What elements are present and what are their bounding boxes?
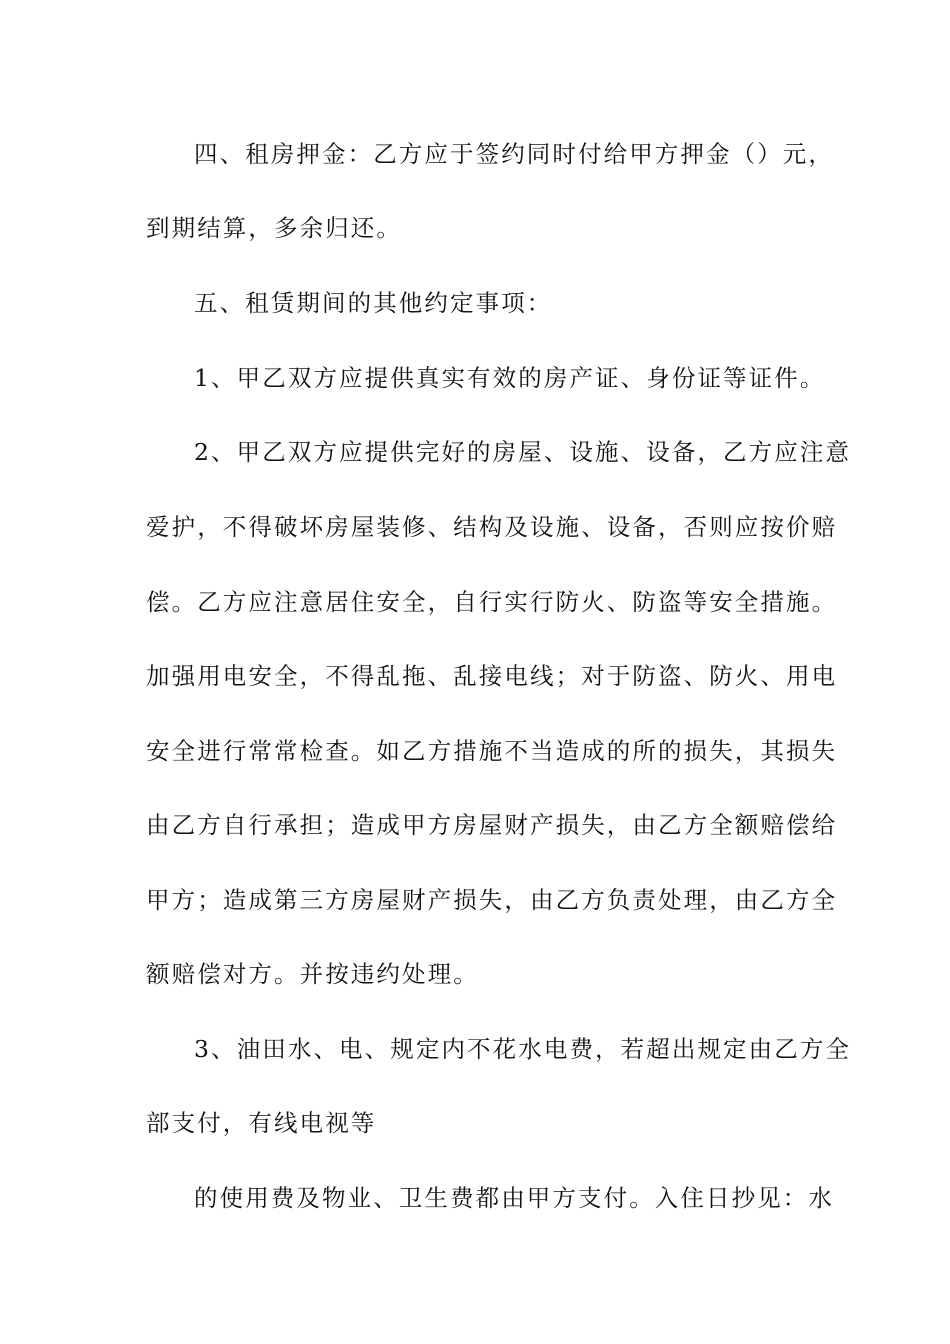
text-line: 四、租房押金：乙方应于签约同时付给甲方押金（）元， <box>194 140 834 168</box>
text-line: 的使用费及物业、卫生费都由甲方支付。入住日抄见：水 <box>194 1184 834 1212</box>
text-line: 五、租赁期间的其他约定事项： <box>194 289 553 317</box>
text-line: 甲方；造成第三方房屋财产损失，由乙方负责处理，由乙方全 <box>146 886 838 914</box>
text-line: 部支付，有线电视等 <box>146 1109 377 1137</box>
text-line: 3、油田水、电、规定内不花水电费，若超出规定由乙方全 <box>194 1035 852 1063</box>
text-line: 额赔偿对方。并按违约处理。 <box>146 960 479 988</box>
text-line: 到期结算，多余归还。 <box>146 214 402 242</box>
text-line: 2、甲乙双方应提供完好的房屋、设施、设备，乙方应注意 <box>194 438 852 466</box>
text-line: 偿。乙方应注意居住安全，自行实行防火、防盗等安全措施。 <box>146 588 838 616</box>
text-line: 安全进行常常检查。如乙方措施不当造成的所的损失，其损失 <box>146 737 838 765</box>
text-line: 爱护，不得破坏房屋装修、结构及设施、设备，否则应按价赔 <box>146 513 838 541</box>
text-line: 1、甲乙双方应提供真实有效的房产证、身份证等证件。 <box>194 364 826 392</box>
text-line: 由乙方自行承担；造成甲方房屋财产损失，由乙方全额赔偿给 <box>146 811 838 839</box>
text-line: 加强用电安全，不得乱拖、乱接电线；对于防盗、防火、用电 <box>146 662 838 690</box>
